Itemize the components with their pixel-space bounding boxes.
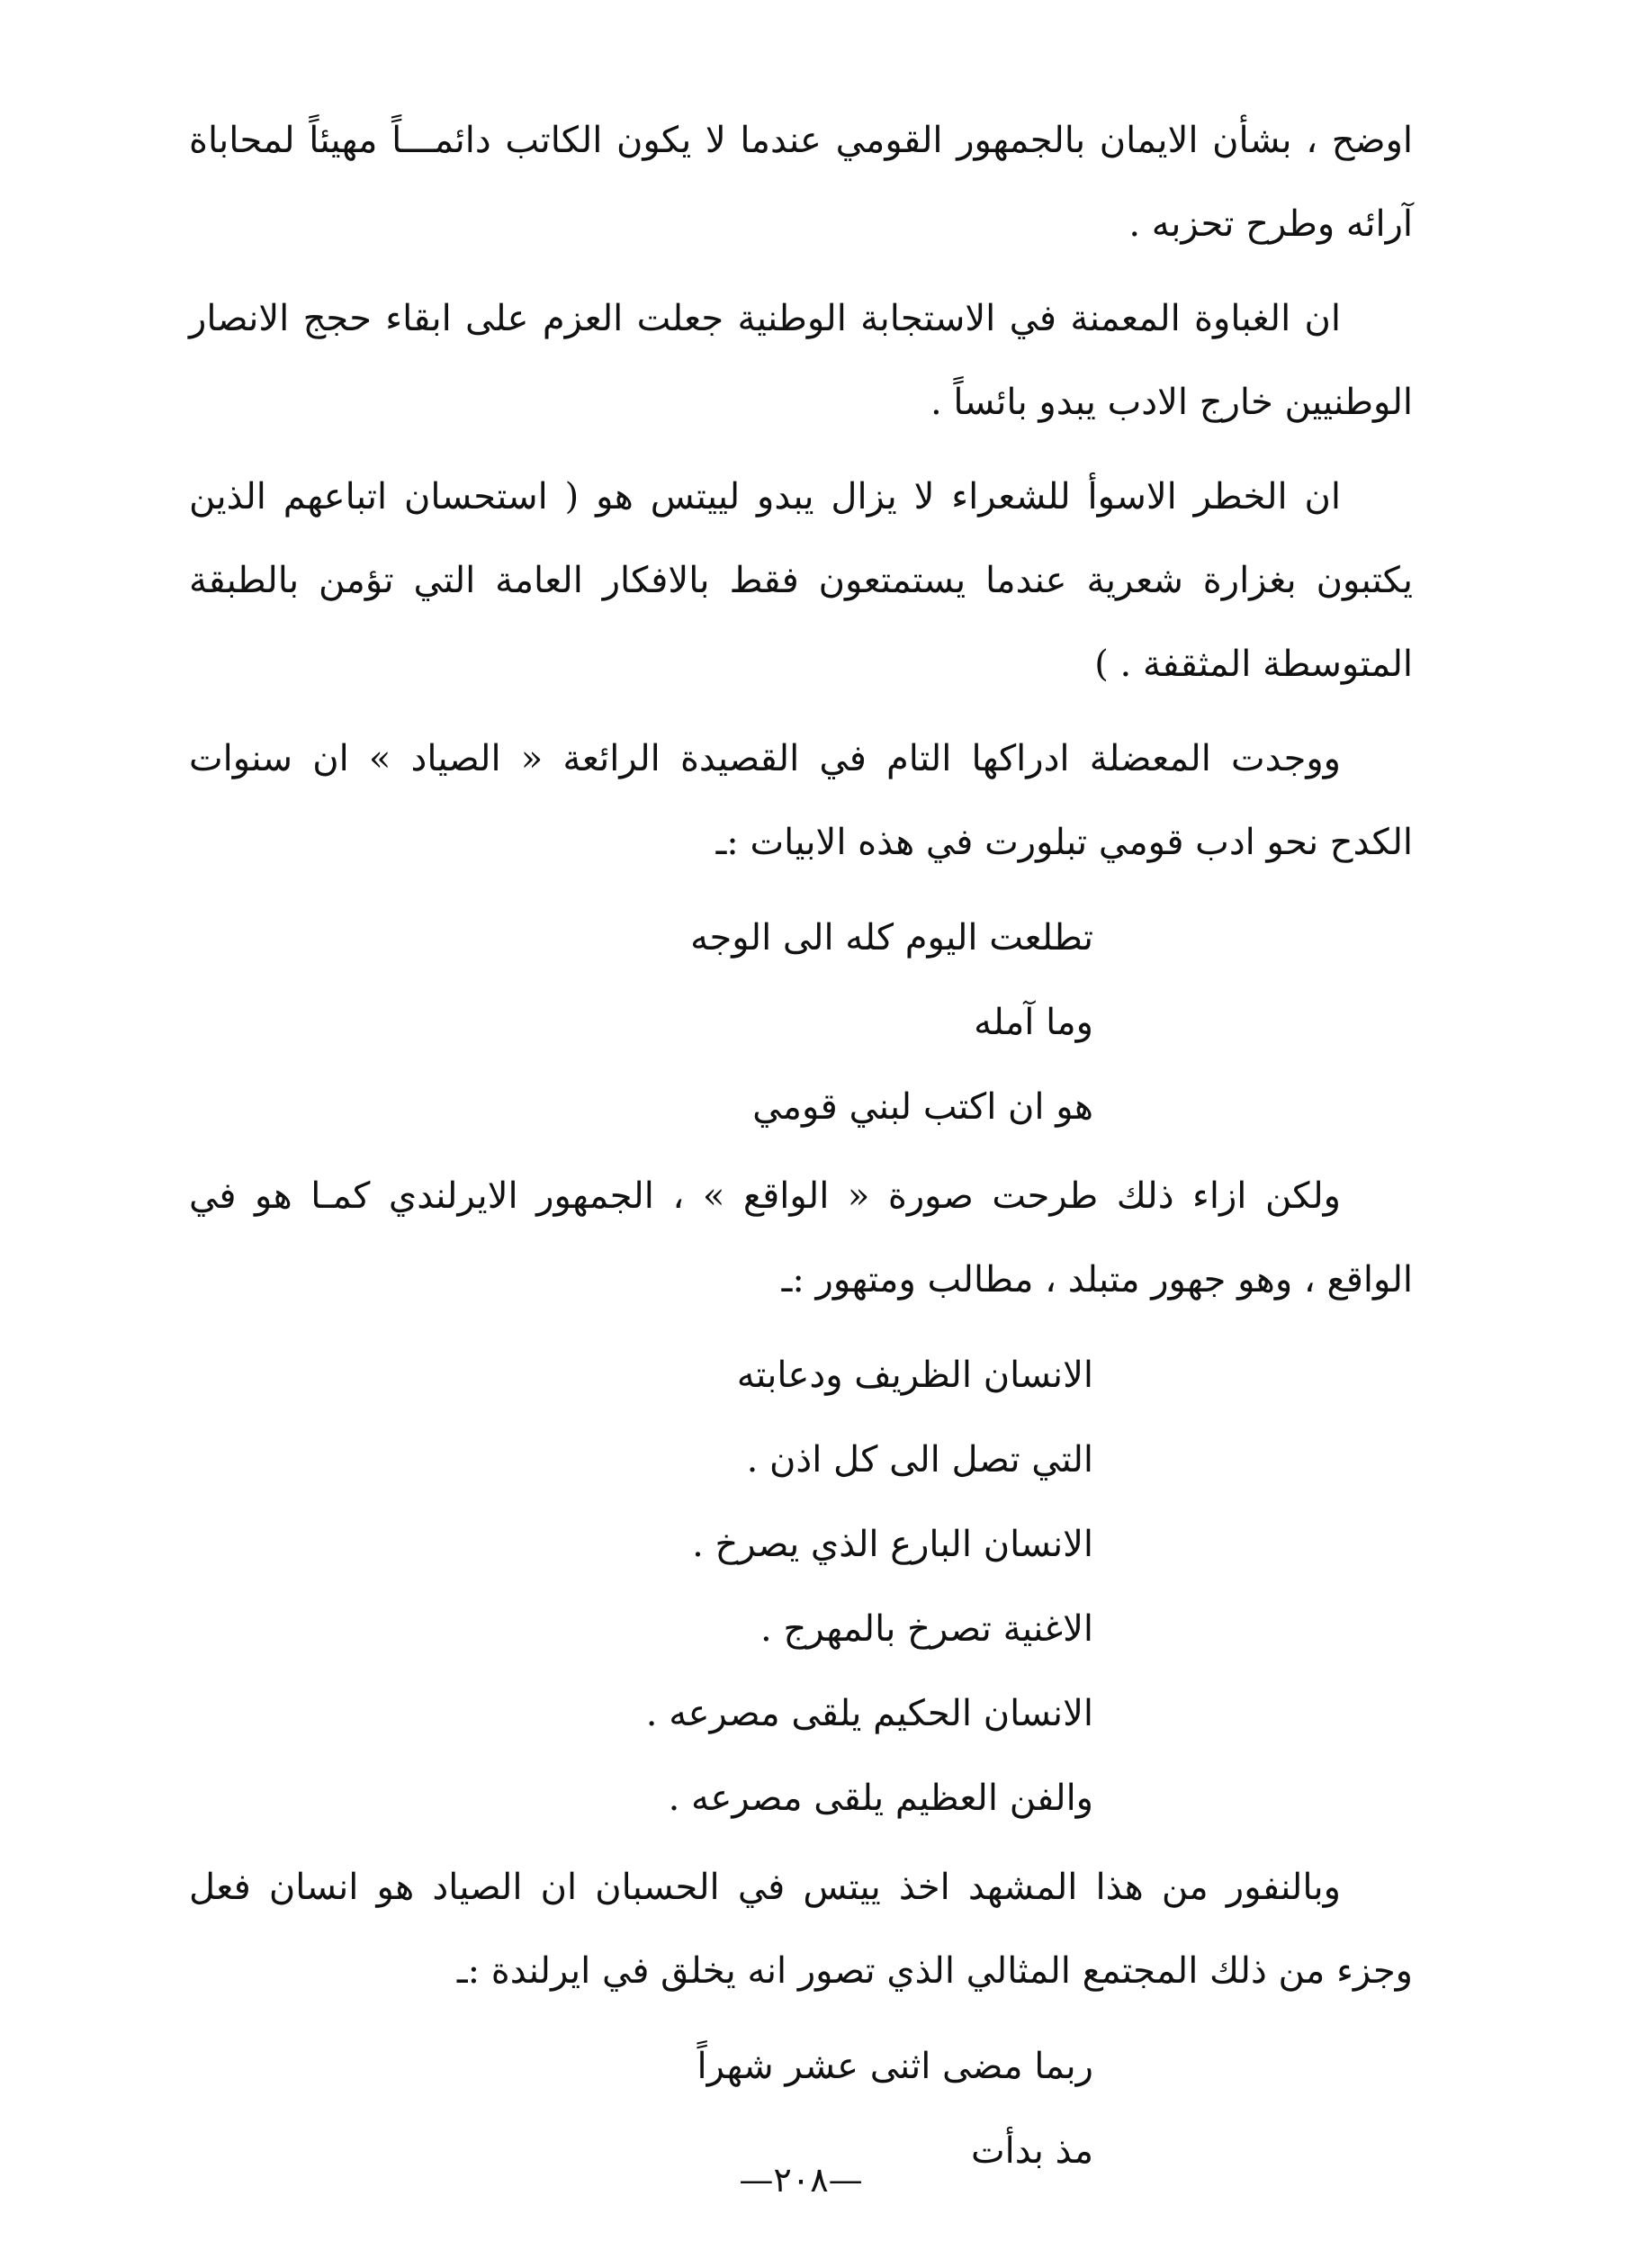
verse-line: التي تصل الى كل اذن . bbox=[746, 1439, 1093, 1480]
paragraph-stupidity: ان الغباوة المعمنة في الاستجابة الوطنية جعلت العزم على ابقاء حجج الانصار الوطنيين خارج الادب يبدو بائساً . bbox=[189, 298, 1413, 423]
document-page bbox=[189, 99, 1413, 2200]
verse-block-second bbox=[189, 1333, 1413, 1840]
paragraph-fisherman: ووجدت المعضلة ادراكها التام في القصيدة الرائعة « الصياد » ان سنوات الكدح نحو ادب قومي تبلورت في هذه الابيات :ـ bbox=[189, 738, 1413, 863]
verse-line: الانسان البارع الذي يصرخ . bbox=[692, 1524, 1093, 1565]
verse-line: ربما مضى اثنى عشر شهراً bbox=[697, 2046, 1093, 2087]
paragraph-aversion: وبالنفور من هذا المشهد اخذ ييتس في الحسبان ان الصياد هو انسان فعل وجزء من ذلك المجتمع المثالي الذي تصور انه يخلق في ايرلندة :ـ bbox=[189, 1867, 1413, 1992]
verse-line: الاغنية تصرخ بالمهرج . bbox=[760, 1608, 1093, 1650]
paragraph-opening: اوضح ، بشأن الايمان بالجمهور القومي عندما لا يكون الكاتب دائمـــاً مهيئاً لمحاباة آرائه وطرح تحزبه . bbox=[189, 120, 1413, 245]
verse-line: والفن العظيم يلقى مصرعه . bbox=[668, 1778, 1093, 1819]
verse-line: الانسان الحكيم يلقى مصرعه . bbox=[645, 1693, 1093, 1734]
paragraph-reality: ولكن ازاء ذلك طرحت صورة « الواقع » ، الجمهور الايرلندي كمـا هو في الواقع ، وهو جهور متبلد ، مطالب ومتهور :ـ bbox=[189, 1175, 1413, 1300]
verse-line: هو ان اكتب لبني قومي bbox=[752, 1086, 1093, 1128]
verse-line: الانسان الظريف ودعابته bbox=[736, 1354, 1093, 1396]
verse-line: مذ بدأت bbox=[970, 2130, 1093, 2172]
verse-line: تطلعت اليوم كله الى الوجه bbox=[690, 917, 1093, 958]
paragraph-danger: ان الخطر الاسوأ للشعراء لا يزال يبدو لييتس هو ( استحسان اتباعهم الذين يكتبون بغزارة شعرية عندما يستمتعون فقط بالافكار العامة التي تؤمن بالطبقة المتوسطة المثقفة . ) bbox=[189, 476, 1413, 685]
page-number: —٢٠٨— bbox=[739, 2160, 863, 2200]
verse-line: وما آمله bbox=[974, 1002, 1093, 1043]
verse-block-first bbox=[189, 896, 1413, 1149]
